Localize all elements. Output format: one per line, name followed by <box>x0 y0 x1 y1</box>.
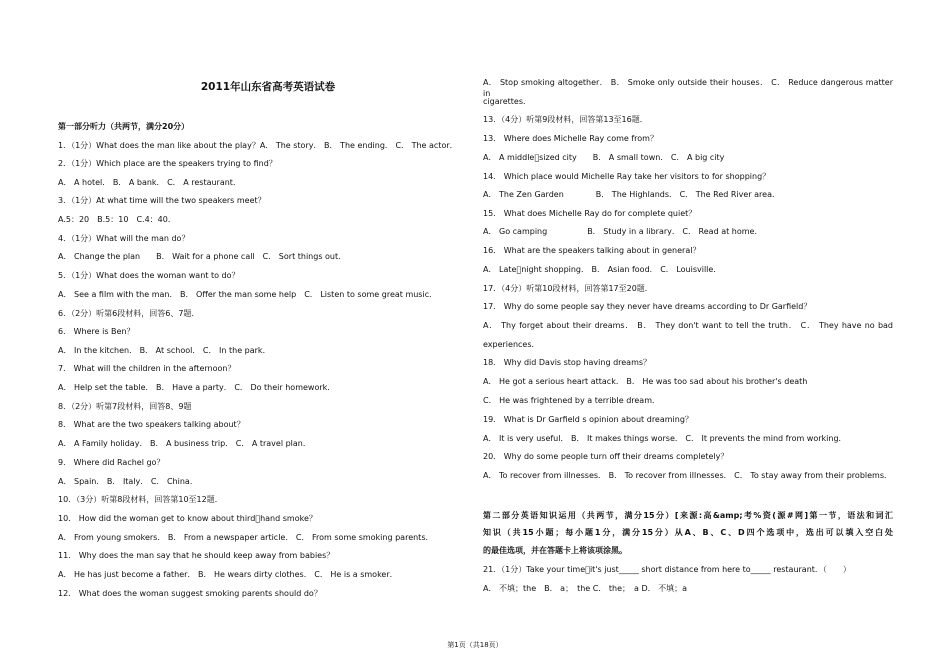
question-line: A． Thy forget about their dreams． B． They don't want to tell the truth． C． They have no bad <box>483 321 893 330</box>
question-line: A． He got a serious heart attack． B． He was too sad about his brother's death <box>483 377 808 386</box>
question-line: A． It is very useful． B． It makes things worse． C． It prevents the mind from working． <box>483 434 847 443</box>
question-line: 第一部分听力（共两节，满分20分） <box>58 122 190 131</box>
question-line: A． Late􏰀night shopping． B． Asian food． C． Louisville． <box>483 265 722 274</box>
question-line: 4．（1分）What will the man do？ <box>58 234 190 243</box>
question-line: A． Spain． B． Italy． C． China． <box>58 477 198 486</box>
question-line: A． Stop smoking altogether． B． Smoke only outside their houses． C． Reduce dangerous matter in <box>483 78 893 98</box>
question-line: 3．（1分）At what time will the two speakers meet？ <box>58 196 266 205</box>
question-line: A． Go camping B． Study in a library． C． Read at home． <box>483 227 763 236</box>
question-line: 12． What does the woman suggest smoking parents should do？ <box>58 589 322 598</box>
question-line: A． A hotel． B． A bank． C． A restaurant． <box>58 178 241 187</box>
question-line: 17．（4分）听第10段材料，回答第17至20题． <box>483 284 653 293</box>
question-line: A． From young smokers． B． From a newspaper article． C． From some smoking parents． <box>58 533 434 542</box>
question-line: 知识（共15小题；每小题1分，满分15分）从A、B、C、D四个选项中，选出可以填入空白处 <box>483 528 893 537</box>
question-line: A． In the kitchen． B． At school． C． In the park． <box>58 346 271 355</box>
question-line: A． See a film with the man． B． Offer the man some help C． Listen to some great music． <box>58 290 438 299</box>
question-line: 10．（3分）听第8段材料，回答第10至12题． <box>58 495 223 504</box>
question-line: 6．（2分）听第6段材料，回答6、7题． <box>58 309 200 318</box>
question-line: cigarettes． <box>483 97 531 106</box>
question-line: 的最佳选项，并在答题卡上将该项涂黑。 <box>483 546 627 555</box>
question-line: 16． What are the speakers talking about in general？ <box>483 246 701 255</box>
question-line: 13．（4分）听第9段材料，回答第13至16题． <box>483 115 648 124</box>
question-line: A． Help set the table． B． Have a party． C． Do their homework． <box>58 383 336 392</box>
question-line: A.5：20 B.5：10 C.4：40． <box>58 215 176 224</box>
question-line: A． A Family holiday． B． A business trip． C． A travel plan． <box>58 439 311 448</box>
question-line: A． Change the plan B． Wait for a phone call C． Sort things out． <box>58 252 347 261</box>
question-line: 11． Why does the man say that he should keep away from babies？ <box>58 551 335 560</box>
question-line: C． He was frightened by a terrible dream． <box>483 396 661 405</box>
question-line: 1．（1分）What does the man like about the play？A． The story． B． The ending． C． The actor． <box>58 141 458 150</box>
question-line: 15． What does Michelle Ray do for complete quiet？ <box>483 209 697 218</box>
question-line: 18． Why did Davis stop having dreams？ <box>483 358 652 367</box>
question-line: 9． Where did Rachel go？ <box>58 458 165 467</box>
question-line: experiences． <box>483 340 540 349</box>
question-line: A． 不填；the B． a； the C． the； a D． 不填；a <box>483 584 688 593</box>
question-line: 13． Where does Michelle Ray come from？ <box>483 134 658 143</box>
question-line: 2．（1分）Which place are the speakers trying to find？ <box>58 159 277 168</box>
question-line: 6． Where is Ben？ <box>58 327 135 336</box>
page-title: 2011年山东省高考英语试卷 <box>200 81 336 93</box>
question-line: A． He has just become a father． B． He wears dirty clothes． C． He is a smoker． <box>58 570 398 579</box>
question-line: 5．（1分）What does the woman want to do？ <box>58 271 240 280</box>
question-line: 17． Why do some people say they never have dreams according to Dr Garfield？ <box>483 302 812 311</box>
question-line: 14． Which place would Michelle Ray take her visitors to for shopping？ <box>483 172 771 181</box>
question-line: 第二部分英语知识运用（共两节，满分15分）[来源:高&amp;考%资(源#网]第一节，语法和词汇 <box>483 511 893 520</box>
question-line: A． The Zen Garden B． The Highlands． C． The Red River area． <box>483 190 780 199</box>
question-line: 8． What are the two speakers talking about？ <box>58 420 245 429</box>
question-line: A． To recover from illnesses． B． To recover from illnesses． C． To stay away from their problems． <box>483 471 893 480</box>
question-line: 21．（1分）Take your time􏰀it's just_____ short distance from here to_____ restaurant．（ ） <box>483 565 851 574</box>
page-footer: 第1页（共18页） <box>447 641 503 649</box>
question-line: A． A middle􏰀sized city B． A small town． C． A big city <box>483 153 725 162</box>
question-line: 20． Why do some people turn off their dreams completely？ <box>483 452 729 461</box>
question-line: 10． How did the woman get to know about third􏰀hand smoke？ <box>58 514 317 523</box>
question-line: 8．（2分）听第7段材料，回答8、9题 <box>58 402 192 411</box>
question-line: 7． What will the children in the afternoon？ <box>58 364 236 373</box>
question-line: 19． What is Dr Garfield s opinion about dreaming？ <box>483 415 693 424</box>
